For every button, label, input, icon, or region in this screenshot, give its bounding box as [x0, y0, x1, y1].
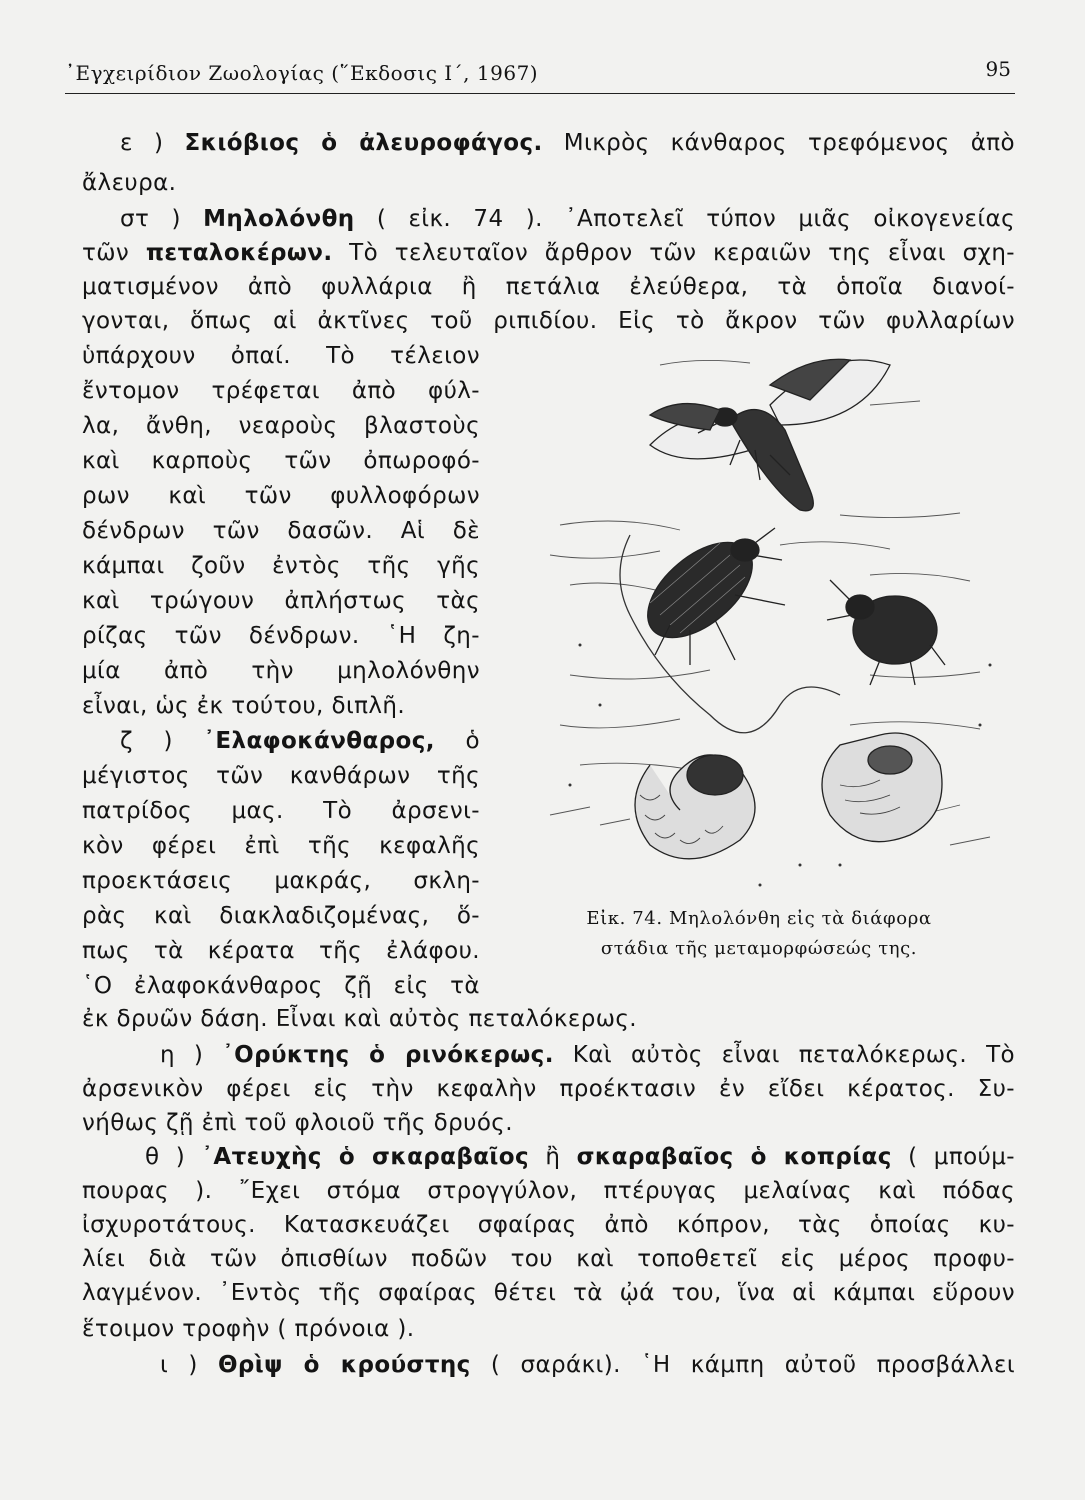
text-line: εἶναι, ὡς ἐκ τούτου, διπλῆ. [82, 693, 406, 719]
cockchafer-illustration [540, 345, 1010, 900]
text-line: ἄλευρα. [82, 170, 177, 196]
text-line: ὑπάρχουν ὀπαί. Τὸ τέλειον [82, 343, 480, 369]
section-marker: στ ) [120, 206, 204, 232]
text-line: ἰσχυροτάτους. Κατασκευάζει σφαίρας ἀπὸ κόπρον, τὰς ὁποίας κυ- [82, 1212, 1015, 1238]
text-line [160, 1040, 1015, 1070]
text-line: ἐκ δρυῶν δάση. Εἶναι καὶ αὐτὸς πεταλόκερως. [82, 1006, 637, 1032]
section-marker: θ ) [145, 1144, 202, 1170]
text-line: ρίζας τῶν δένδρων. ῾Η ζη- [82, 623, 480, 649]
figure-caption-line: στάδια τῆς μεταμορφώσεώς της. [600, 938, 918, 959]
text-line: πουρας ). ῎Εχει στόμα στρογγύλον, πτέρυγας μελαίνας καὶ πόδας [82, 1178, 1015, 1204]
section-marker: ζ ) [120, 728, 204, 754]
text-line: πως τὰ κέρατα τῆς ἐλάφου. [82, 938, 480, 964]
text-span: ( εἰκ. 74 ). ᾿Αποτελεῖ τύπον μιᾶς οἰκογενείας [354, 206, 1015, 232]
section-term: Θρὶψ ὁ κρούστης [217, 1352, 471, 1378]
section-marker: η ) [160, 1042, 223, 1068]
flying-beetle-body [730, 410, 813, 511]
text-line: μία ἀπὸ τὴν μηλολόνθην [82, 658, 480, 684]
text-line: ματισμένον ἀπὸ φυλλάρια ἢ πετάλια ἐλεύθερα, τὰ ὁποῖα διανοί- [82, 274, 1015, 300]
page-number: 95 [985, 57, 1011, 81]
figure-caption-line: Εἰκ. 74. Μηλολόνθη εἰς τὰ διάφορα [586, 908, 932, 929]
text-span: τῶν [82, 240, 146, 266]
section-term: Σκιόβιος ὁ ἀλευροφάγος. [184, 130, 543, 156]
text-line: κάμπαι ζοῦν ἐντὸς τῆς γῆς [82, 553, 480, 579]
text-line [120, 128, 1015, 158]
running-header [65, 57, 1015, 94]
text-line: ρὰς καὶ διακλαδιζομένας, ὅ- [82, 903, 480, 929]
text-line [160, 1350, 1015, 1380]
text-line: κὸν φέρει ἐπὶ τῆς κεφαλῆς [82, 833, 480, 859]
text-line: ῾Ο ἐλαφοκάνθαρος ζῇ εἰς τὰ [82, 973, 480, 999]
text-span: Τὸ τελευταῖον ἄρθρον τῶν κεραιῶν της εἶναι σχη- [332, 240, 1015, 266]
text-line [82, 238, 1015, 268]
text-span: ὁ [434, 728, 480, 754]
text-line: μέγιστος τῶν κανθάρων τῆς [82, 763, 480, 789]
text-line: προεκτάσεις μακράς, σκλη- [82, 868, 480, 894]
text-line [145, 1142, 1015, 1172]
text-span: ( σαράκι). ῾Η κάμπη αὐτοῦ προσβάλλει [470, 1352, 1016, 1378]
section-term: ᾿Ελαφοκάνθαρος, [203, 728, 435, 754]
text-span: ἢ [529, 1144, 577, 1170]
text-line: ἕτοιμον τροφὴν ( πρόνοια ). [82, 1316, 415, 1342]
text-line: γονται, ὅπως αἱ ἀκτῖνες τοῦ ριπιδίου. Εἰς τὸ ἄκρον τῶν φυλλαρίων [82, 308, 1015, 334]
section-term: Μηλολόνθη [203, 206, 355, 232]
text-span: Καὶ αὐτὸς εἶναι πεταλόκερως. Τὸ [553, 1042, 1015, 1068]
text-line: πατρίδος μας. Τὸ ἀρσενι- [82, 798, 480, 824]
text-line: καὶ καρποὺς τῶν ὀπωροφό- [82, 448, 480, 474]
section-term: σκαραβαῖος ὁ κοπρίας [576, 1144, 892, 1170]
section-term: ᾿Ορύκτης ὁ ρινόκερως. [222, 1042, 554, 1068]
text-span: ( μπούμ- [891, 1144, 1015, 1170]
text-line [120, 204, 1015, 234]
text-line: καὶ τρώγουν ἀπλήστως τὰς [82, 588, 480, 614]
text-line: λα, ἄνθη, νεαροὺς βλαστοὺς [82, 413, 480, 439]
text-line: ἔντομον τρέφεται ἀπὸ φύλ- [82, 378, 480, 404]
text-line: δένδρων τῶν δασῶν. Αἱ δὲ [82, 518, 480, 544]
text-span: Μικρὸς κάνθαρος τρεφόμενος ἀπὸ [542, 130, 1015, 156]
text-line: ρων καὶ τῶν φυλλοφόρων [82, 483, 480, 509]
section-marker: ι ) [160, 1352, 218, 1378]
section-term: πεταλοκέρων. [145, 240, 333, 266]
text-line: ἀρσενικὸν φέρει εἰς τὴν κεφαλὴν προέκτασιν ἐν εἴδει κέρατος. Συ- [82, 1076, 1015, 1102]
text-line: νήθως ζῇ ἐπὶ τοῦ φλοιοῦ τῆς δρυός. [82, 1110, 513, 1136]
text-line: λίει διὰ τῶν ὀπισθίων ποδῶν του καὶ τοποθετεῖ εἰς μέρος προφυ- [82, 1246, 1015, 1272]
section-marker: ε ) [120, 130, 185, 156]
book-title: ᾿Εγχειρίδιον Ζωολογίας (῞Εκδοσις Ι΄, 1967) [65, 61, 539, 85]
text-line [120, 726, 480, 756]
section-term: ᾿Ατευχὴς ὁ σκαραβαῖος [201, 1144, 530, 1170]
text-line: λαγμένον. ᾿Εντὸς τῆς σφαίρας θέτει τὰ ᾠά του, ἵνα αἱ κάμπαι εὕρουν [82, 1280, 1015, 1306]
